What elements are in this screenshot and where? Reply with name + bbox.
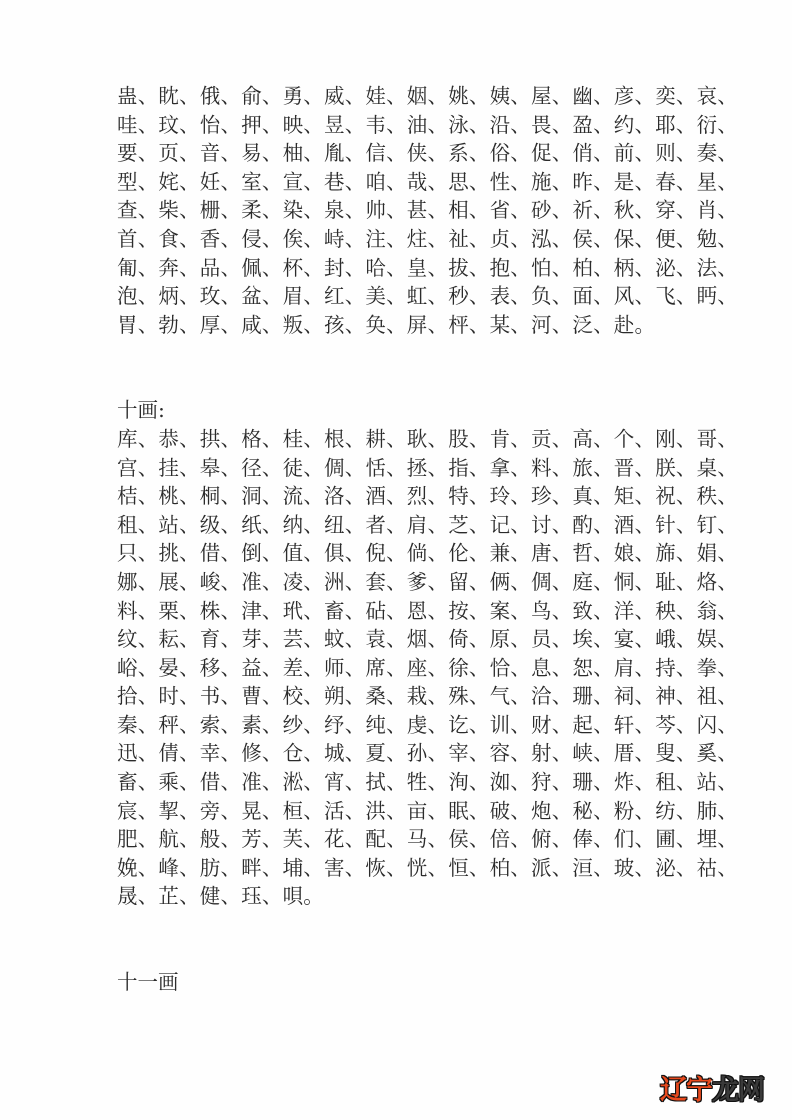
section-heading-ten-stroke: 十画: [117,398,165,423]
block-spacer [117,339,679,396]
character-line: 宫、挂、皋、径、徒、倜、恬、拯、指、拿、料、旅、晋、朕、桌、 [117,455,738,480]
character-block-nine-stroke-continued [117,82,738,339]
character-line: 匍、奔、品、佩、杯、封、哈、皇、拔、抱、怕、柏、柄、泌、法、 [117,255,738,280]
character-line: 型、姹、妊、室、宣、巷、咱、哉、思、性、施、昨、是、春、星、 [117,169,738,194]
character-line: 库、恭、拱、格、桂、根、耕、耿、股、肯、贡、高、个、刚、哥、 [117,426,738,451]
block-spacer [117,911,679,968]
section-heading-eleven-stroke: 十一画 [117,970,179,995]
character-line: 查、柴、栅、柔、染、泉、帅、甚、相、省、砂、祈、秋、穿、肖、 [117,198,738,223]
character-line: 拾、时、书、曹、校、朔、桑、栽、殊、气、洽、珊、祠、神、祖、 [117,684,738,709]
character-line: 纹、耘、育、芽、芸、蚊、袁、烟、倚、原、员、埃、宴、峨、娱、 [117,627,738,652]
character-line: 蛊、眈、俄、俞、勇、威、娃、姻、姚、姨、屋、幽、彦、奕、哀、 [117,84,738,108]
document-content [117,82,738,997]
character-line: 要、页、音、易、柚、胤、信、侠、系、俗、促、俏、前、则、奏、 [117,141,738,166]
watermark-text-primary: 辽宁 [660,1075,712,1106]
character-line: 租、站、级、纸、纳、纽、者、肩、芝、记、讨、酌、酒、针、钉、 [117,512,738,537]
character-line: 宸、挈、旁、晃、桓、活、洪、亩、眠、破、炮、秘、粉、纺、肺、 [117,798,738,823]
character-line: 峪、晏、移、益、差、师、席、座、徐、恰、息、恕、肩、持、拳、 [117,655,738,680]
character-line: 畜、乘、借、准、淞、宵、拭、牲、洵、洳、狩、珊、炸、租、站、 [117,770,738,795]
character-line: 料、栗、株、津、玳、畜、砧、恩、按、案、鸟、致、洋、秧、翁、 [117,598,738,623]
character-line: 桔、桃、桐、洞、流、洛、酒、烈、特、玲、珍、真、矩、祝、秩、 [117,484,738,509]
character-line: 秦、秤、索、素、纱、纾、纯、虔、讫、训、财、起、轩、芩、闪、 [117,712,738,737]
character-line: 肥、航、般、芳、芙、花、配、马、侯、倍、俯、俸、们、圃、埋、 [117,827,738,852]
watermark-text-secondary: 龙网 [712,1075,764,1106]
character-line: 迅、倩、幸、修、仓、城、夏、孙、宰、容、射、峡、厝、叟、奚、 [117,741,738,766]
character-block-eleven-stroke [117,968,679,997]
site-watermark [660,1077,764,1104]
character-line: 首、食、香、侵、俟、峙、注、炷、祉、贞、泓、侯、保、便、勉、 [117,226,738,251]
character-line: 娜、展、峻、准、凌、洲、套、爹、留、俩、倜、庭、恫、耻、烙、 [117,569,738,594]
character-line: 胃、勃、厚、咸、叛、孩、奂、屏、枰、某、河、泛、赴。 [117,312,656,337]
character-line: 泡、炳、玫、盆、眉、红、美、虹、秒、表、负、面、风、飞、眄、 [117,284,738,309]
character-line: 娩、峰、肪、畔、埔、害、恢、恍、恒、柏、派、洹、玻、泌、祜、 [117,855,738,880]
character-line: 哇、玟、怡、押、映、昱、韦、油、泳、沿、畏、盈、约、耶、衍、 [117,112,738,137]
character-line: 晟、芷、健、珏、唄。 [117,884,324,909]
character-block-ten-stroke [117,396,738,911]
character-line: 只、挑、借、倒、值、俱、倪、倘、伦、兼、唐、哲、娘、旆、娟、 [117,541,738,566]
